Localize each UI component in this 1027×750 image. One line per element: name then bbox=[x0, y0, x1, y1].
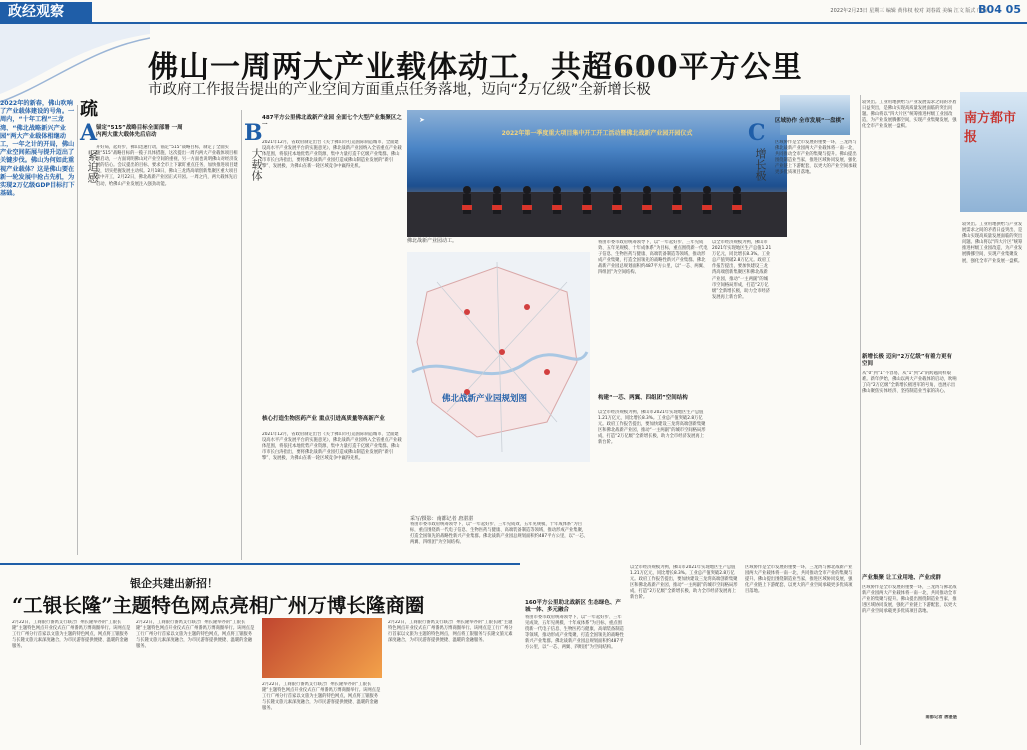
column-b-text: 2021年12月，省政府制定出台《关于佛山市打造国际制造城市、全面建设高水平产业发展平台的实施意见》，佛北战新产业园纳入全省重点产业载体范围，将依托本地优势产业资源，集中力量打造千亿级产业集群。佛山市市长白涛指出，要将佛北战新产业园打造成佛山制造业发展的“新引擎”、发展极，为佛山在新一轮区域竞争中赢得先机。 bbox=[262, 140, 402, 170]
right-col-text-3: 区域协作是全市发展的重要一环，三龙湾与佛北战新产业园两大产业载体将一南一北，共同推动全市产业的集聚与提升。佛山提出围绕制造业当家，推进区域协同发展，强化产业链上下游配套，以更大的产业空间承载更多优质项目落地。 bbox=[862, 585, 957, 615]
right-column bbox=[862, 100, 957, 750]
right-strip-text: 较突出。工业用地供给与产业发展需求之间的矛盾日益突出，是佛山实现高质量发展面临的突出问题。佛山将以“四大片区”统筹推进村级工业园改造，为产业发展腾挪空间，实现产业集聚发展，强化全市产业发展一盘棋。 bbox=[962, 222, 1023, 264]
right-advert-strip bbox=[960, 22, 1027, 750]
section-5-head: 构建“一芯、两翼、四组团”空间结构 bbox=[598, 395, 688, 401]
section-b-head: 487平方公里佛北战新产业园 全面七个大型产业集聚区之一 bbox=[262, 115, 402, 128]
masthead bbox=[0, 0, 1027, 22]
section-c-head: 区域协作 全市发展“一盘棋” bbox=[775, 118, 845, 124]
bottom-headline: “工银长隆”主题特色网点亮相广州万博长隆商圈 bbox=[12, 594, 425, 617]
column-c-text-2: 以全市经济规模为例，佛山市2021年实现地区生产总值1.21万亿元，同比增长8.3%。工业总产值突破2.8万亿元。政府工作报告提出，要加快建设三龙湾高端创新集聚区和佛北战新产业园，推动“一主两副”的城市空间格局形成，打造“2万亿级”全新增长极，助力全市经济发展再上新台阶。 bbox=[598, 410, 706, 446]
section-7-head: 产业集聚 让工业用地、产业成群 bbox=[862, 575, 941, 581]
deco-char-a: 疏 bbox=[80, 99, 98, 120]
column-f-text: 以全市经济规模为例，佛山市2021年实现地区生产总值1.21万亿元，同比增长8.3%。工业总产值突破2.8万亿元。政府工作报告提出，要加快建设三龙湾高端创新集聚区和佛北战新产业园，推动“一主两副”的城市空间格局形成，打造“2万亿级”全新增长极，助力全市经济发展再上新台阶。 bbox=[712, 240, 772, 300]
advert-brand: 南方都市报 bbox=[964, 111, 1017, 145]
section-6-head: 160平方公里助北战新区 生态绿色、产城一体、多元融合 bbox=[525, 600, 621, 613]
bottom-rule bbox=[0, 563, 520, 565]
left-intro-text: 2022年的新春，佛山吹响了产业载体建设的号角。一周内，“十年工程”三龙湾、“佛北战略新兴产业园”两大产业载体相继动工，一年之计的开局，佛山产业空间拓展与提升迈出了关键步伐。佛山为何如此重视产业载体？这是佛山要在新一轮发展中抢占先机，为实现2万亿级GDP目标打下基础。 bbox=[0, 100, 75, 198]
section-a-label: 紧迫感 bbox=[86, 150, 99, 183]
bank-photo bbox=[262, 618, 382, 678]
column-e-text: 区域协作是全市发展的重要一环，三龙湾与佛北战新产业园两大产业载体将一南一北，共同推动全市产业的集聚与提升。佛山提出围绕制造业当家，推进区域协同发展，强化产业链上下游配套，以更大的产业空间承载更多优质项目落地。 bbox=[775, 140, 857, 176]
bottom-col-1: 2月22日，工商银行番禺支行联合广州长隆举办的“工银长隆”主题特色网点开业仪式在广州番禺万博商圈举行。该网点是工行广州分行首家以文旅为主题的特色网点，网点将工银服务与长隆文旅元素深度融合，为市民游客提供便捷、温暖的金融服务。 bbox=[12, 620, 131, 650]
column-g-text: 将由市委市政府统筹领导下，以“一年起好步、三年见成效、五年见规模、十年成体系”为目标，重点围绕新一代电子信息、生物医药与健康、高端装备制造等领域，推动形成产业集聚，打造全国领先的战略性新兴产业集群。佛北战新产业园总规划面积约487平方公里，以“一芯、两翼、四组团”为空间结构。 bbox=[525, 615, 624, 651]
section-a-head: 锚定“515”战略目标全面部署 一周内两大重大载体先后启动 bbox=[96, 125, 183, 138]
column-i-text: 区域协作是全市发展的重要一环，三龙湾与佛北战新产业园两大产业载体将一南一北，共同推动全市产业的集聚与提升。佛山提出围绕制造业当家，推进区域协同发展，强化产业链上下游配套，以更大的产业空间承载更多优质项目落地。 bbox=[745, 565, 853, 595]
right-col-text-2: 从“0”到“1”不容易，从“1”到“2”的跨越同样艰难。新年伊始，佛山以两大产业载体的启动，吹响了向“2万亿级”全新增长极进军的号角，也展示出佛山聚焦实体经济、坚持制造业当家的决心。 bbox=[862, 371, 957, 395]
divider bbox=[860, 95, 861, 745]
bottom-kicker: 银企共建出新招！ bbox=[130, 577, 218, 590]
headline: 佛山一周两大产业载体动工，共超600平方公里 bbox=[148, 50, 803, 85]
bottom-col-3: 2月22日，工商银行番禺支行联合广州长隆举办的“工银长隆”主题特色网点开业仪式在广州番禺万博商圈举行。该网点是工行广州分行首家以文旅为主题的特色网点，网点将工银服务与长隆文旅元素深度融合，为市民游客提供便捷、温暖的金融服务。 bbox=[262, 682, 381, 712]
subheadline: 市政府工作报告提出的产业空间方面重点任务落地，迈向“2万亿级”全新增长极 bbox=[148, 82, 651, 98]
map-credit: 采写/摄影：南都记者 唐湛湛 bbox=[410, 516, 474, 522]
column-h-text: 以全市经济规模为例，佛山市2021年实现地区生产总值1.21万亿元，同比增长8.3%。工业总产值突破2.8万亿元。政府工作报告提出，要加快建设三龙湾高端创新集聚区和佛北战新产业园，推动“一主两副”的城市空间格局形成，打造“2万亿级”全新增长极，助力全市经济发展再上新台阶。 bbox=[630, 565, 738, 601]
section-c-char: C bbox=[748, 120, 766, 146]
planning-map bbox=[407, 252, 590, 462]
section-c-label: 增长极 bbox=[754, 148, 767, 181]
column-d-text: 将由市委市政府统筹领导下，以“一年起好步、三年见成效、五年见规模、十年成体系”为目标，重点围绕新一代电子信息、生物医药与健康、高端装备制造等领域，推动形成产业集聚，打造全国领先的战略性新兴产业集群。佛北战新产业园总规划面积约487平方公里，以“一芯、两翼、四组团”为空间结构。 bbox=[410, 522, 589, 546]
photo-slogan: ➤ bbox=[419, 116, 425, 124]
map-graphic bbox=[407, 252, 590, 462]
divider bbox=[241, 110, 242, 560]
column-a-text: 开好局，起好步，佛山迅速行动，锚定“515”战略目标，制定了全面实施“515”战略目标的一揽子具体措施，这次提出一周内两大产业载体项目相继启动，一方面说明佛山对产业空间的重视，另一方面也说明佛山对经济发展的信心。会议提出的目标，要求全市上下紧盯重点任务，加快推进项目建设，切实把握发展主动权。2月18日，佛山三龙湾高端创新集聚区重大项目集中开工，2月22日，佛北战新产业园正式开园。一周之内，两大载体先后启动，给佛山产业发展注入强劲动能。 bbox=[96, 145, 238, 187]
divider bbox=[77, 105, 78, 555]
photo-banner-text: 2022年第一季度重大项目集中开工开工活动暨佛北战新产业园开园仪式 bbox=[501, 130, 693, 137]
crowd-silhouettes bbox=[407, 110, 787, 237]
page-number: B04 05 bbox=[978, 3, 1021, 16]
event-photo bbox=[407, 110, 787, 237]
section-tag: 政经观察 bbox=[0, 2, 92, 22]
map-title: 佛北战新产业园规划图 bbox=[442, 394, 528, 404]
secondary-photo bbox=[780, 95, 850, 135]
bottom-col-2: 2月22日，工商银行番禺支行联合广州长隆举办的“工银长隆”主题特色网点开业仪式在广州番禺万博商圈举行。该网点是工行广州分行首家以文旅为主题的特色网点，网点将工银服务与长隆文旅元素深度融合，为市民游客提供便捷、温暖的金融服务。 bbox=[136, 620, 255, 650]
section-8-head: 新增长极 迈向“2万亿级”有着力更有空间 bbox=[862, 354, 952, 367]
section-b-char: B bbox=[244, 120, 263, 146]
right-col-text: 较突出。工业用地供给与产业发展需求之间的矛盾日益突出，是佛山实现高质量发展面临的突出问题。佛山将以“四大片区”统筹推进村级工业园改造，为产业发展腾挪空间，实现产业集聚发展，强化全市产业发展一盘棋。 bbox=[862, 100, 957, 130]
section-4-head: 核心打造生物医药产业 重点引进高质量等高新产业 bbox=[262, 416, 385, 422]
decorative-swoosh bbox=[0, 24, 150, 104]
date-line: 2022年2月23日 星期三 编辑 黄伟权 校对 刘春霞 美编 江文 版式 邝莉 bbox=[830, 8, 987, 14]
signoff: 南都记者 唐湛湛 bbox=[925, 715, 957, 720]
bottom-col-4: 2月22日，工商银行番禺支行联合广州长隆举办的“工银长隆”主题特色网点开业仪式在广州番禺万博商圈举行。该网点是工行广州分行首家以文旅为主题的特色网点，网点将工银服务与长隆文旅元素深度融合，为市民游客提供便捷、温暖的金融服务。 bbox=[388, 620, 513, 644]
section-b-label: 大载体 bbox=[250, 148, 263, 181]
column-b-text-2: 2021年12月，省政府制定出台《关于佛山市打造国际制造城市、全面建设高水平产业发展平台的实施意见》，佛北战新产业园纳入全省重点产业载体范围，将依托本地优势产业资源，集中力量打造千亿级产业集群。佛山市市长白涛指出，要将佛北战新产业园打造成佛山制造业发展的“新引擎”、发展极，为佛山在新一轮区域竞争中赢得先机。 bbox=[262, 432, 402, 462]
left-intro-column bbox=[0, 100, 76, 560]
top-rule bbox=[0, 22, 1027, 24]
column-c-text: 将由市委市政府统筹领导下，以“一年起好步、三年见成效、五年见规模、十年成体系”为目标，重点围绕新一代电子信息、生物医药与健康、高端装备制造等领域，推动形成产业集聚，打造全国领先的战略性新兴产业集群。佛北战新产业园总规划面积约487平方公里，以“一芯、两翼、四组团”为空间结构。 bbox=[598, 240, 708, 276]
photo-caption: 佛北战新产业园动工。 bbox=[407, 238, 458, 244]
section-a-char: A bbox=[80, 120, 98, 146]
